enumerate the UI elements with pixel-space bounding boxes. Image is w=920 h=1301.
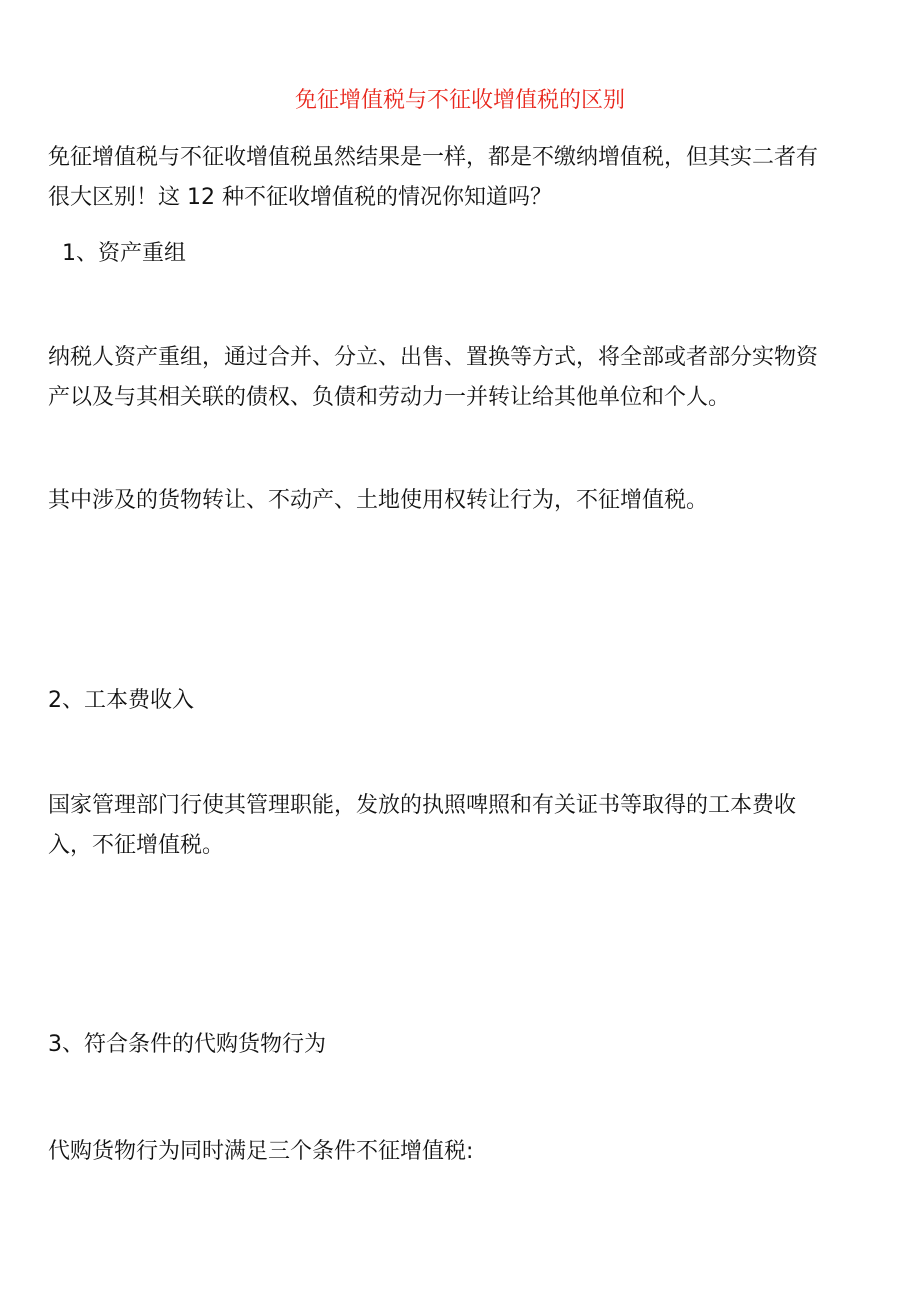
intro-paragraph bbox=[48, 138, 878, 218]
section-3-paragraph-1-line-1: 代购货物行为同时满足三个条件不征增值税: bbox=[48, 1139, 474, 1164]
section-1-paragraph-1 bbox=[48, 338, 878, 418]
section-2-paragraph-1-line-2: 入，不征增值税。 bbox=[48, 833, 225, 858]
section-2-paragraph-1 bbox=[48, 786, 878, 866]
section-2-heading: 2、工本费收入 bbox=[48, 688, 194, 713]
section-3-paragraph-1 bbox=[48, 1132, 878, 1172]
intro-line-2: 很大区别！这 12 种不征收增值税的情况你知道吗？ bbox=[48, 185, 552, 210]
document-title: 免征增值税与不征收增值税的区别 bbox=[294, 88, 625, 113]
section-1-heading: 1、资产重组 bbox=[62, 241, 186, 266]
section-1-paragraph-2-line-1: 其中涉及的货物转让、不动产、土地使用权转让行为，不征增值税。 bbox=[48, 488, 709, 513]
section-1-paragraph-1-line-1: 纳税人资产重组，通过合并、分立、出售、置换等方式，将全部或者部分实物资 bbox=[48, 345, 819, 370]
intro-line-1: 免征增值税与不征收增值税虽然结果是一样，都是不缴纳增值税，但其实二者有 bbox=[48, 145, 819, 170]
section-1-paragraph-1-line-2: 产以及与其相关联的债权、负债和劳动力一并转让给其他单位和个人。 bbox=[48, 385, 731, 410]
section-3-heading: 3、符合条件的代购货物行为 bbox=[48, 1032, 326, 1057]
section-1-paragraph-2 bbox=[48, 481, 878, 521]
section-2-paragraph-1-line-1: 国家管理部门行使其管理职能，发放的执照啤照和有关证书等取得的工本费收 bbox=[48, 793, 797, 818]
